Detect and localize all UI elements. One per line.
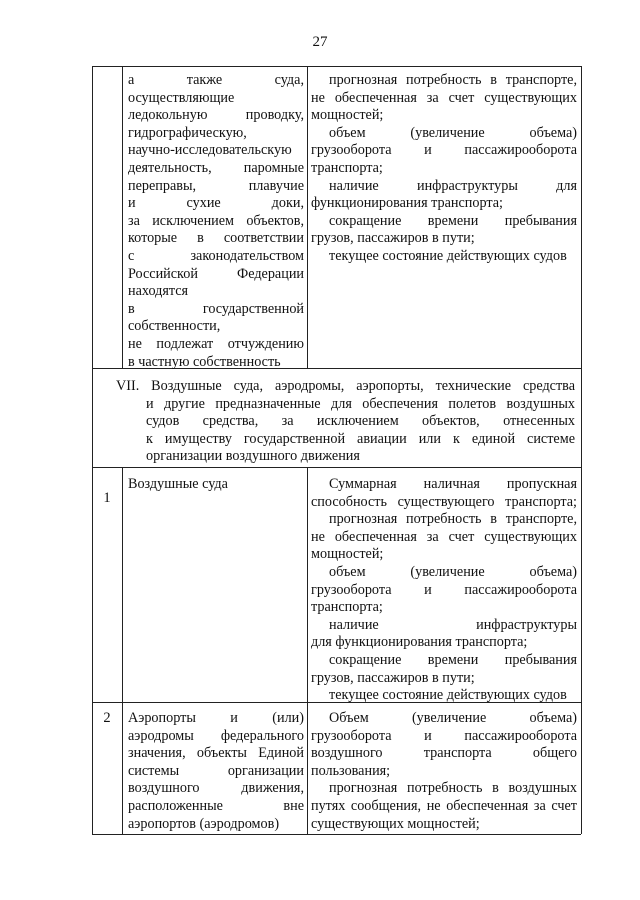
section-heading (116, 378, 575, 466)
text-line: ледокольную проводку, (128, 107, 304, 124)
section-heading-line: и другие предназначенные для обеспечения полетов воздушных (146, 395, 575, 412)
continuation-criteria-cell (311, 72, 577, 266)
text-line: объем (увеличение объема) (329, 124, 577, 141)
text-line: научно-исследовательскую (128, 142, 292, 159)
table-divider-columns (307, 467, 308, 834)
text-line: грузооборота и пассажирооборота (311, 727, 577, 744)
text-line: транспорта; (311, 159, 383, 176)
text-line: воздушного транспорта общего (311, 745, 577, 762)
section-heading-line: VII. Воздушные суда, аэродромы, аэропорты, технические средства (116, 378, 575, 394)
section-heading-line: к имуществу государственной авиации или к единой системе (146, 430, 575, 447)
text-line: расположенные вне (128, 797, 304, 814)
table-border-top (92, 66, 581, 67)
table-divider-columns (307, 66, 308, 368)
text-line: грузов, пассажиров в пути; (311, 230, 475, 247)
text-line: не обеспеченная за счет существующих (311, 89, 577, 106)
text-line: текущее состояние действующих судов (329, 687, 567, 704)
continuation-object-cell (128, 72, 304, 371)
text-line: Аэропорты и (или) (128, 710, 304, 726)
text-line: способность существующего транспорта; (311, 493, 577, 510)
text-line: деятельность, паромные (128, 159, 304, 176)
row2-criteria-cell (311, 710, 577, 833)
row-number: 1 (103, 490, 111, 506)
section-heading-line: судов средства, за исключением объектов, отнесенных (146, 413, 575, 430)
text-line: переправы, плавучие (128, 177, 304, 194)
text-line: и сухие доки, (128, 195, 304, 212)
table-divider-number (122, 467, 123, 834)
text-line: прогнозная потребность в воздушных (329, 780, 577, 797)
text-line: гидрографическую, (128, 124, 247, 141)
text-line: существующих мощностей; (311, 815, 480, 832)
text-line: с законодательством (128, 247, 304, 264)
row2-object-cell (128, 710, 304, 833)
section-heading-line: организации воздушного движения (146, 448, 360, 465)
text-line: Суммарная наличная пропускная (329, 476, 577, 492)
text-line: объем (увеличение объема) (329, 563, 577, 580)
row1-criteria-cell (311, 476, 577, 705)
text-line: аэродромы федерального (128, 727, 304, 744)
text-line: собственности, (128, 318, 221, 335)
text-line: мощностей; (311, 107, 384, 124)
text-line: Российской Федерации (128, 265, 304, 282)
text-line: грузов, пассажиров в пути; (311, 669, 475, 686)
text-line: для функционирования транспорта; (311, 634, 528, 651)
table-border-right (581, 66, 582, 834)
text-line: наличие инфраструктуры для (329, 177, 577, 194)
text-line: системы организации (128, 762, 304, 779)
text-line: путях сообщения, не обеспеченная за счет (311, 797, 577, 814)
row1-object-cell (128, 476, 304, 494)
row-number: 2 (103, 710, 111, 726)
text-line: в государственной (128, 300, 304, 317)
table-divider-number (122, 66, 123, 368)
text-line: наличие инфраструктуры (329, 616, 577, 633)
text-line: Воздушные суда (128, 476, 228, 492)
text-line: не подлежат отчуждению (128, 335, 304, 352)
text-line: за исключением объектов, (128, 212, 304, 229)
text-line: аэропортов (аэродромов) (128, 815, 280, 832)
text-line: воздушного движения, (128, 780, 304, 797)
text-line: текущее состояние действующих судов (329, 247, 567, 264)
text-line: находятся (128, 283, 189, 300)
text-line: транспорта; (311, 599, 383, 616)
text-line: не обеспеченная за счет существующих (311, 528, 577, 545)
table-border-bottom (92, 834, 581, 835)
text-line: сокращение времени пребывания (329, 212, 577, 229)
text-line: сокращение времени пребывания (329, 651, 577, 668)
text-line: функционирования транспорта; (311, 195, 503, 212)
text-line: грузооборота и пассажирооборота (311, 142, 577, 159)
text-line: прогнозная потребность в транспорте, (329, 72, 577, 88)
text-line: пользования; (311, 762, 391, 779)
text-line: Объем (увеличение объема) (329, 710, 577, 726)
text-line: которые в соответствии (128, 230, 304, 247)
row-separator (92, 467, 581, 468)
text-line: значения, объекты Единой (128, 745, 304, 762)
text-line: а также суда, (128, 72, 304, 88)
text-line: мощностей; (311, 546, 384, 563)
text-line: грузооборота и пассажирооборота (311, 581, 577, 598)
text-line: в частную собственность (128, 353, 281, 370)
page-number: 27 (312, 34, 328, 50)
text-line: осуществляющие (128, 89, 235, 106)
text-line: прогнозная потребность в транспорте, (329, 511, 577, 528)
